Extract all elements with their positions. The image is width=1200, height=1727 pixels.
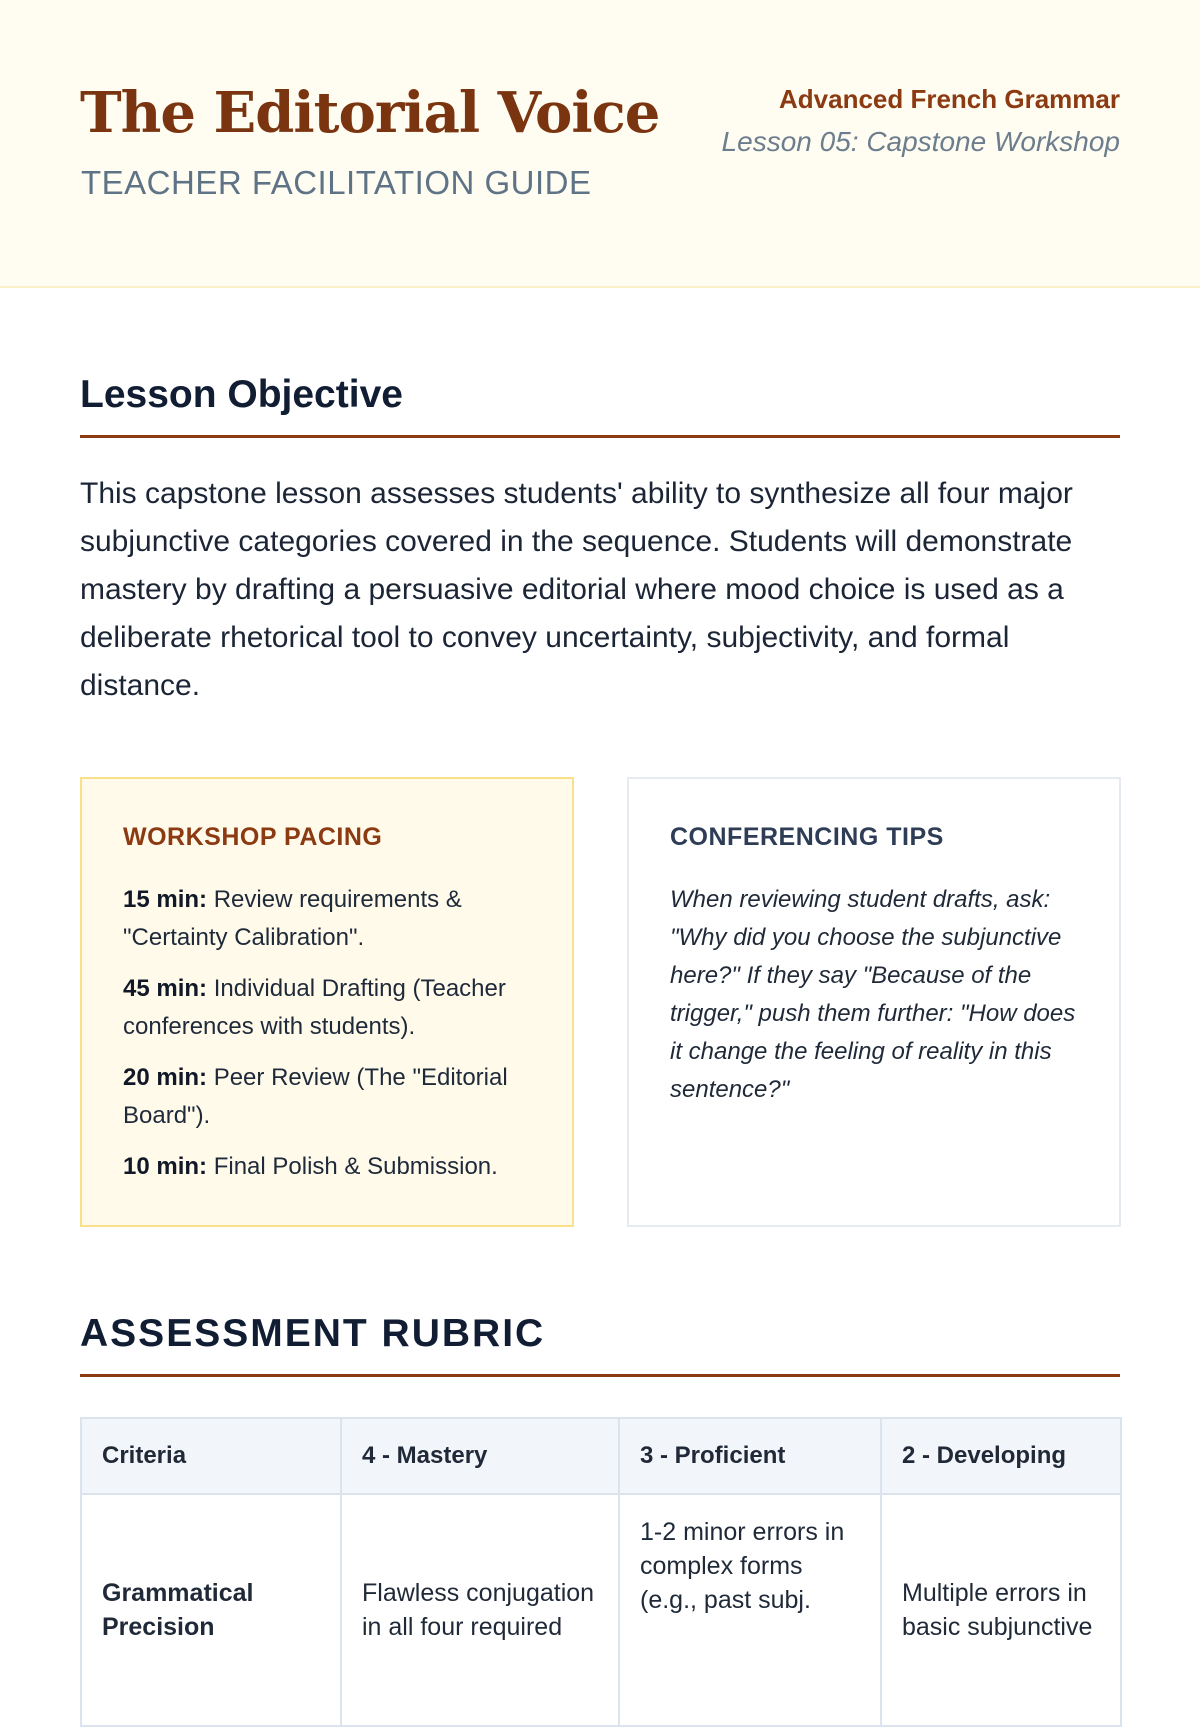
pacing-activity: Review requirements & "Certainty Calibration".	[123, 886, 462, 951]
pacing-item	[123, 1059, 543, 1135]
assessment-rubric-table	[80, 1417, 1122, 1727]
column-header-developing: 2 - Developing	[881, 1418, 1121, 1494]
course-name: Advanced French Grammar	[778, 84, 1120, 114]
rubric-developing-cell: Multiple errors in basic subjunctive	[881, 1494, 1121, 1726]
pacing-list	[123, 881, 543, 1199]
lesson-objective-text: This capstone lesson assesses students' ability to synthesize all four major subjunctive categories covered in the sequence. Students will demonstrate mastery by drafting a persuasive editorial where mood choice is used as a deliberate rhetorical tool to convey uncertainty, subjectivity, and formal distance.	[80, 477, 1073, 702]
conferencing-tips-text: When reviewing student drafts, ask: "Why did you choose the subjunctive here?" If they say "Because of the trigger," push them further: "How does it change the feeling of reality in this sentence?"	[670, 886, 1076, 1103]
column-header-criteria: Criteria	[81, 1418, 341, 1494]
pacing-activity: Peer Review (The "Editorial Board").	[123, 1064, 508, 1129]
rubric-header-row	[81, 1418, 1121, 1494]
column-header-proficient: 3 - Proficient	[619, 1418, 881, 1494]
pacing-time: 20 min:	[123, 1064, 208, 1091]
rubric-proficient-cell: 1-2 minor errors in complex forms (e.g., past subj.	[619, 1494, 881, 1726]
pacing-activity: Final Polish & Submission.	[213, 1153, 498, 1180]
pacing-item	[123, 1148, 543, 1186]
assessment-rubric-heading: ASSESSMENT RUBRIC	[80, 1306, 1120, 1377]
pacing-time: 45 min:	[123, 975, 208, 1002]
column-header-mastery: 4 - Mastery	[341, 1418, 619, 1494]
workshop-pacing-card	[80, 777, 574, 1227]
conferencing-tips-card	[627, 777, 1121, 1227]
rubric-mastery-cell: Flawless conjugation in all four required	[341, 1494, 619, 1726]
rubric-criteria-cell: Grammatical Precision	[81, 1494, 341, 1726]
pacing-item	[123, 970, 543, 1046]
lesson-label: Lesson 05: Capstone Workshop	[721, 126, 1120, 157]
conferencing-tips-heading: CONFERENCING TIPS	[670, 823, 944, 851]
document-subtitle: TEACHER FACILITATION GUIDE	[81, 164, 592, 201]
lesson-objective-heading: Lesson Objective	[80, 366, 1120, 438]
document-title: The Editorial Voice	[80, 80, 660, 146]
workshop-pacing-heading: WORKSHOP PACING	[123, 823, 383, 851]
table-row	[81, 1494, 1121, 1726]
page-header	[0, 0, 1200, 288]
pacing-time: 15 min:	[123, 886, 208, 913]
pacing-activity: Individual Drafting (Teacher conferences with students).	[123, 975, 506, 1040]
pacing-item	[123, 881, 543, 957]
pacing-time: 10 min:	[123, 1153, 208, 1180]
